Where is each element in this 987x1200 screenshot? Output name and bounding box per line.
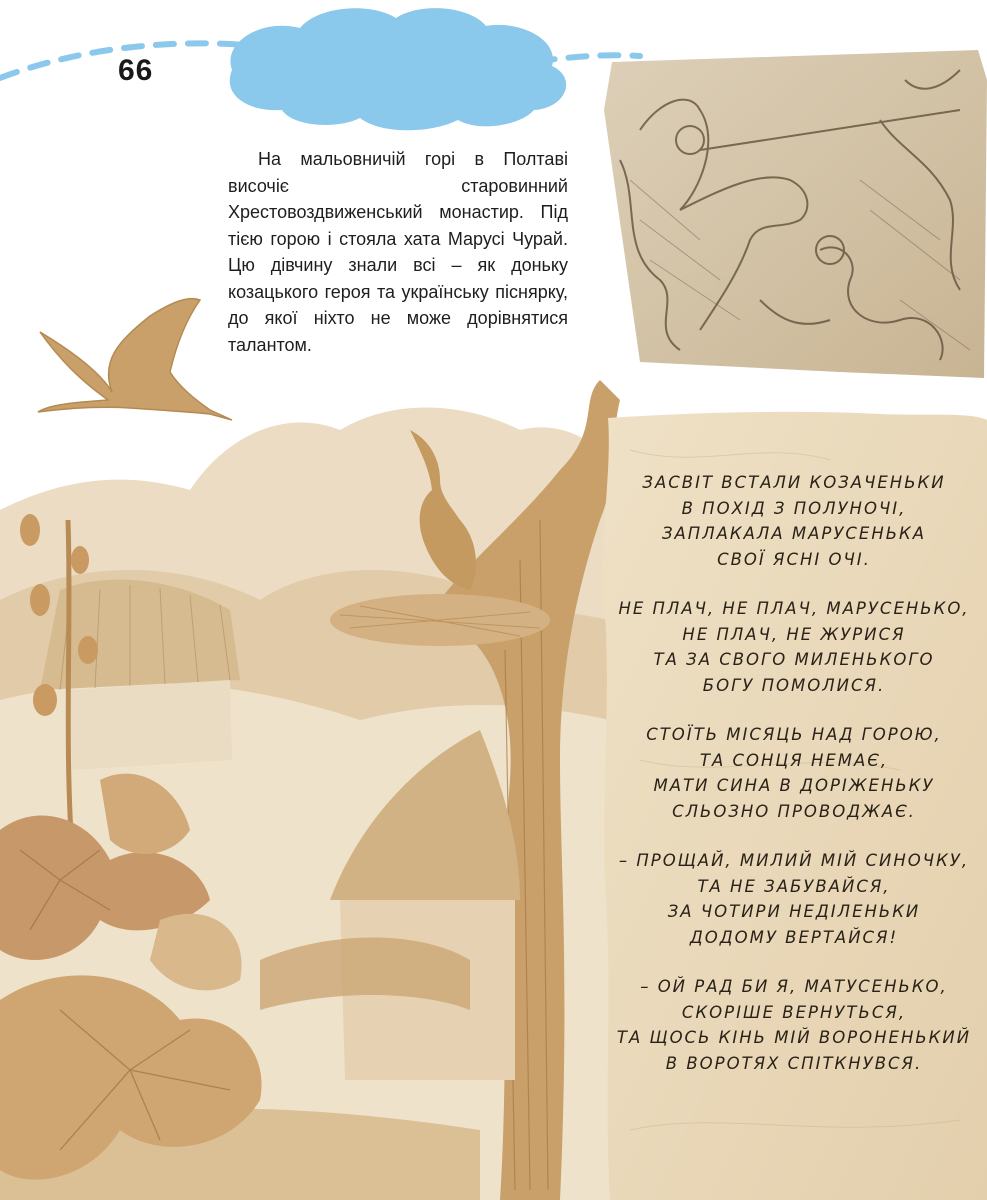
poem-stanza <box>612 848 976 950</box>
poem-line: ТА ЗА СВОГО МИЛЕНЬКОГО <box>653 650 935 669</box>
page-number: 66 <box>118 54 154 87</box>
poem-line: – ОЙ РАД БИ Я, МАТУСЕНЬКО, <box>640 977 948 996</box>
poem-line: ДОДОМУ ВЕРТАЙСЯ! <box>689 927 899 947</box>
poem-line: НЕ ПЛАЧ, НЕ ПЛАЧ, МАРУСЕНЬКО, <box>618 599 970 618</box>
poem-line: В ПОХІД З ПОЛУНОЧІ, <box>681 498 907 518</box>
poem-line: СЛЬОЗНО ПРОВОДЖАЄ. <box>672 801 916 821</box>
poem-line: ТА СОНЦЯ НЕМАЄ, <box>699 750 889 770</box>
poem-stanza <box>612 470 976 572</box>
poem-line: ЗА ЧОТИРИ НЕДІЛЕНЬКИ <box>667 902 921 921</box>
poem-stanza <box>612 722 976 824</box>
poem-line: ТА НЕ ЗАБУВАЙСЯ, <box>697 876 891 896</box>
poem-line: ЗАПЛАКАЛА МАРУСЕНЬКА <box>661 524 927 543</box>
poem-line: ТА ЩОСЬ КІНЬ МІЙ ВОРОНЕНЬКИЙ <box>616 1028 972 1047</box>
poem-line: СВОЇ ЯСНІ ОЧІ. <box>717 549 871 569</box>
poem-line: В ВОРОТЯХ СПІТКНУВСЯ. <box>665 1053 923 1073</box>
poem-stanza <box>612 974 976 1076</box>
poem-line: СКОРІШЕ ВЕРНУТЬСЯ, <box>681 1002 907 1022</box>
poem-line: МАТИ СИНА В ДОРІЖЕНЬКУ <box>653 776 935 795</box>
intro-paragraph: На мальовничій горі в Полтаві височіє старовинний Хрестовоздвиженський монастир. Під тією горою і стояла хата Марусі Чурай. Цю дівчину знали всі – як доньку козацького героя та українську піснярку, до якої ніхто не може дорівнятися талантом. <box>228 149 568 355</box>
folk-song-poem <box>612 470 976 1100</box>
poem-line: – ПРОЩАЙ, МИЛИЙ МІЙ СИНОЧКУ, <box>618 851 970 870</box>
poem-stanza <box>612 596 976 698</box>
poem-line: ЗАСВІТ ВСТАЛИ КОЗАЧЕНЬКИ <box>642 473 946 492</box>
stork-flying <box>38 299 232 420</box>
poem-line: НЕ ПЛАЧ, НЕ ЖУРИСЯ <box>682 624 906 644</box>
poem-line: СТОЇТЬ МІСЯЦЬ НАД ГОРОЮ, <box>646 725 942 744</box>
poem-line: БОГУ ПОМОЛИСЯ. <box>702 675 886 695</box>
knight-on-horse-engraving <box>604 50 987 378</box>
